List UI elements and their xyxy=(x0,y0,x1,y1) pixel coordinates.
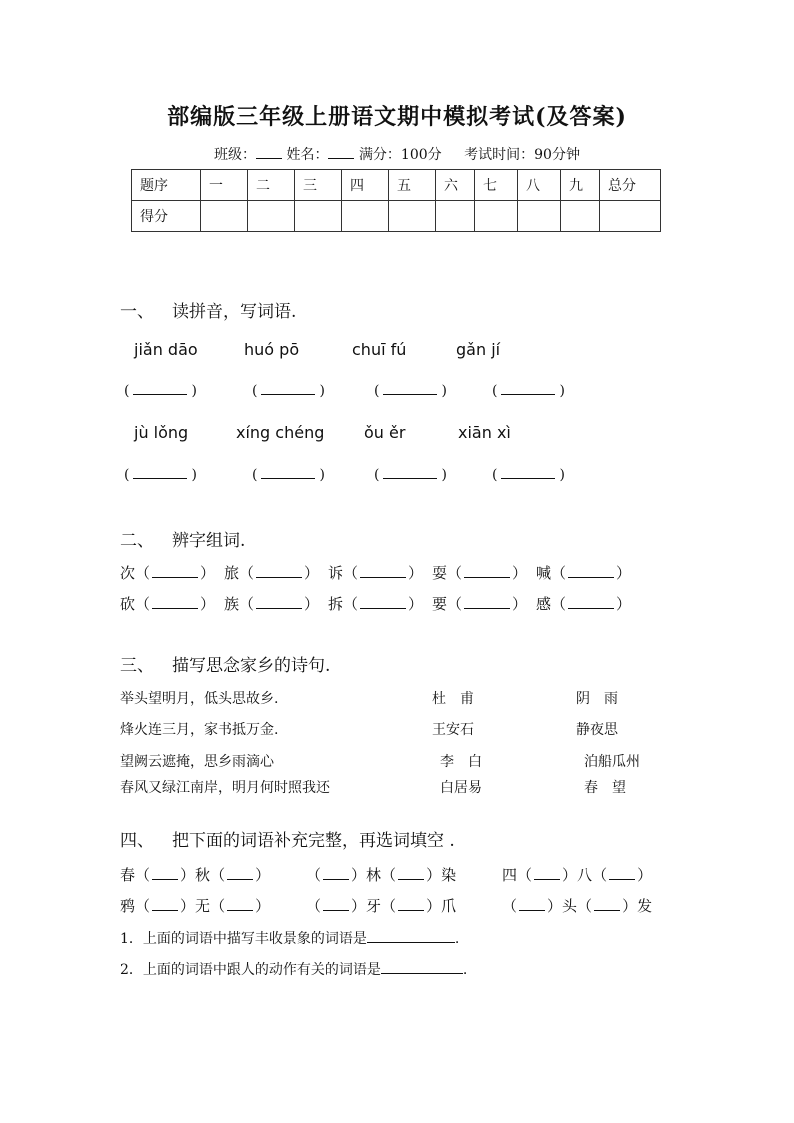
table-header-cell: 六 xyxy=(436,170,475,201)
score-cell[interactable] xyxy=(248,201,295,232)
table-header-cell: 八 xyxy=(518,170,561,201)
section-number: 三、 xyxy=(120,656,154,676)
score-cell[interactable] xyxy=(475,201,518,232)
pinyin-item: jù lǒng xyxy=(134,423,189,442)
idiom-item[interactable]: 鸦（ ）无（ ） xyxy=(120,897,271,915)
score-table-score-row xyxy=(132,201,661,232)
char-compare-item[interactable]: 感（ ） xyxy=(536,595,632,613)
score-cell[interactable] xyxy=(389,201,436,232)
name-label: 姓名： xyxy=(286,147,329,163)
poem-line[interactable]: 望阙云遮掩，思乡雨滴心 xyxy=(120,754,274,770)
section-4-heading xyxy=(120,826,455,851)
char-compare-item[interactable]: 旅（ ） xyxy=(224,564,320,582)
char-compare-item[interactable]: 诉（ ） xyxy=(328,564,424,582)
poem-title[interactable]: 阴 雨 xyxy=(576,691,618,707)
answer-blank[interactable]: ( ) xyxy=(374,383,447,399)
score-cell[interactable] xyxy=(295,201,342,232)
section-number: 四、 xyxy=(120,831,154,851)
idiom-item[interactable]: （ ）头（ ）发 xyxy=(502,897,653,915)
section-title: 把下面的词语补充完整，再选词填空 . xyxy=(172,831,455,851)
full-score: 满分：100分 xyxy=(358,147,442,163)
class-blank xyxy=(256,146,282,159)
exam-time: 考试时间：90分钟 xyxy=(464,147,580,163)
section-title: 辨字组词. xyxy=(172,531,246,551)
poet-name[interactable]: 杜 甫 xyxy=(432,691,474,707)
char-compare-item[interactable]: 族（ ） xyxy=(224,595,320,613)
poet-name[interactable]: 王安石 xyxy=(432,722,474,738)
score-cell[interactable] xyxy=(600,201,661,232)
idiom-item[interactable]: 春（ ）秋（ ） xyxy=(120,866,271,884)
question-2[interactable]: 2．上面的词语中跟人的动作有关的词语是 . xyxy=(120,962,468,978)
answer-blank[interactable]: ( ) xyxy=(252,467,325,483)
pinyin-item: xiān xì xyxy=(458,423,511,442)
section-2-heading xyxy=(120,526,245,551)
score-table xyxy=(131,169,661,232)
table-header-cell: 三 xyxy=(295,170,342,201)
poet-name[interactable]: 李 白 xyxy=(440,754,482,770)
pinyin-item: gǎn jí xyxy=(456,340,501,359)
table-header-cell: 题序 xyxy=(132,170,201,201)
table-header-cell: 七 xyxy=(475,170,518,201)
poem-title[interactable]: 泊船瓜州 xyxy=(584,754,640,770)
answer-blank[interactable]: ( ) xyxy=(124,383,197,399)
section-number: 一、 xyxy=(120,302,154,322)
char-compare-item[interactable]: 砍（ ） xyxy=(120,595,216,613)
char-compare-item[interactable]: 喊（ ） xyxy=(536,564,632,582)
pinyin-item: jiǎn dāo xyxy=(134,340,198,359)
table-header-cell: 四 xyxy=(342,170,389,201)
poet-name[interactable]: 白居易 xyxy=(440,780,482,796)
class-label: 班级： xyxy=(214,147,257,163)
poem-title[interactable]: 静夜思 xyxy=(576,722,618,738)
idiom-item[interactable]: （ ）牙（ ）爪 xyxy=(306,897,457,915)
pinyin-item: huó pō xyxy=(244,340,300,359)
pinyin-item: xíng chéng xyxy=(236,423,325,442)
score-row-label: 得分 xyxy=(132,201,201,232)
answer-blank[interactable]: ( ) xyxy=(124,467,197,483)
answer-blank[interactable]: ( ) xyxy=(252,383,325,399)
section-title: 读拼音，写词语. xyxy=(172,302,297,322)
pinyin-item: ǒu ěr xyxy=(364,423,406,442)
section-number: 二、 xyxy=(120,531,154,551)
section-3-heading xyxy=(120,651,330,676)
table-header-cell: 五 xyxy=(389,170,436,201)
char-compare-item[interactable]: 拆（ ） xyxy=(328,595,424,613)
question-1[interactable]: 1．上面的词语中描写丰收景象的词语是 . xyxy=(120,931,460,947)
poem-line[interactable]: 烽火连三月，家书抵万金. xyxy=(120,722,279,738)
char-compare-item[interactable]: 要（ ） xyxy=(432,595,528,613)
section-1-heading xyxy=(120,297,296,322)
answer-blank[interactable]: ( ) xyxy=(492,467,565,483)
char-compare-item[interactable]: 耍（ ） xyxy=(432,564,528,582)
table-header-cell: 九 xyxy=(561,170,600,201)
score-table-header-row xyxy=(132,170,661,201)
poem-line[interactable]: 举头望明月，低头思故乡. xyxy=(120,691,279,707)
section-title: 描写思念家乡的诗句. xyxy=(172,656,331,676)
score-cell[interactable] xyxy=(561,201,600,232)
idiom-item[interactable]: （ ）林（ ）染 xyxy=(306,866,457,884)
exam-title: 部编版三年级上册语文期中模拟考试(及答案) xyxy=(167,104,627,130)
answer-blank[interactable]: ( ) xyxy=(492,383,565,399)
idiom-item[interactable]: 四（ ）八（ ） xyxy=(502,866,653,884)
char-compare-item[interactable]: 次（ ） xyxy=(120,564,216,582)
score-cell[interactable] xyxy=(201,201,248,232)
answer-blank[interactable]: ( ) xyxy=(374,467,447,483)
name-blank xyxy=(328,146,354,159)
table-header-cell: 一 xyxy=(201,170,248,201)
table-header-cell: 二 xyxy=(248,170,295,201)
exam-info-line xyxy=(0,144,794,164)
score-cell[interactable] xyxy=(518,201,561,232)
score-cell[interactable] xyxy=(342,201,389,232)
table-header-cell: 总分 xyxy=(600,170,661,201)
score-cell[interactable] xyxy=(436,201,475,232)
poem-title[interactable]: 春 望 xyxy=(584,780,626,796)
poem-line[interactable]: 春风又绿江南岸，明月何时照我还 xyxy=(120,780,330,796)
pinyin-item: chuī fú xyxy=(352,340,407,359)
